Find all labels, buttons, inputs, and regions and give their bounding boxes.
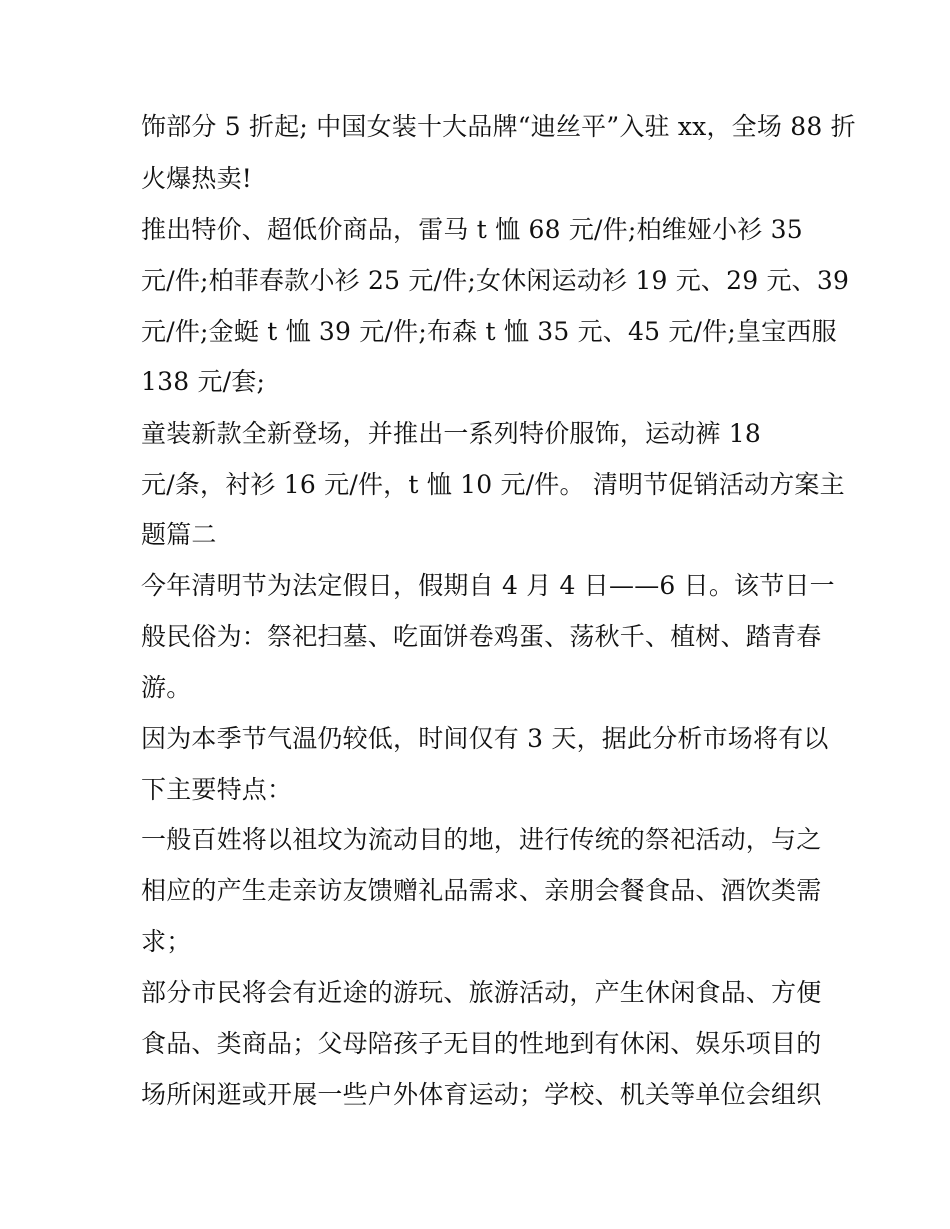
text-line: 因为本季节气温仍较低，时间仅有 3 天，据此分析市场将有以	[141, 724, 829, 753]
text-line: 138 元/套;	[141, 367, 266, 396]
text-line: 相应的产生走亲访友馈赠礼品需求、亲朋会餐食品、酒饮类需	[141, 876, 822, 905]
text-line: 下主要特点：	[141, 775, 293, 804]
text-line: 食品、类商品；父母陪孩子无目的性地到有休闲、娱乐项目的	[141, 1029, 822, 1058]
text-line: 题篇二	[141, 520, 217, 549]
text-line: 今年清明节为法定假日，假期自 4 月 4 日——6 日。该节日一	[141, 571, 835, 600]
text-line: 求；	[141, 927, 192, 956]
text-line: 元/件;金蜓 t 恤 39 元/件;布森 t 恤 35 元、45 元/件;皇宝西服	[141, 317, 837, 346]
text-line: 元/条，衬衫 16 元/件，t 恤 10 元/件。 清明节促销活动方案主	[141, 470, 845, 499]
text-line: 游。	[141, 673, 192, 702]
text-line: 场所闲逛或开展一些户外体育运动；学校、机关等单位会组织	[141, 1080, 822, 1109]
text-line: 推出特价、超低价商品，雷马 t 恤 68 元/件;柏维娅小衫 35	[141, 215, 803, 244]
text-line: 般民俗为：祭祀扫墓、吃面饼卷鸡蛋、荡秋千、植树、踏青春	[141, 622, 822, 651]
text-line: 火爆热卖!	[141, 164, 253, 193]
text-line: 饰部分 5 折起; 中国女装十大品牌“迪丝平”入驻 xx，全场 88 折	[141, 112, 856, 141]
text-line: 童装新款全新登场，并推出一系列特价服饰，运动裤 18	[141, 419, 761, 448]
text-line: 部分市民将会有近途的游玩、旅游活动，产生休闲食品、方便	[141, 978, 822, 1007]
text-line: 一般百姓将以祖坟为流动目的地，进行传统的祭祀活动，与之	[141, 825, 822, 854]
text-line: 元/件;柏菲春款小衫 25 元/件;女休闲运动衫 19 元、29 元、39	[141, 266, 850, 295]
